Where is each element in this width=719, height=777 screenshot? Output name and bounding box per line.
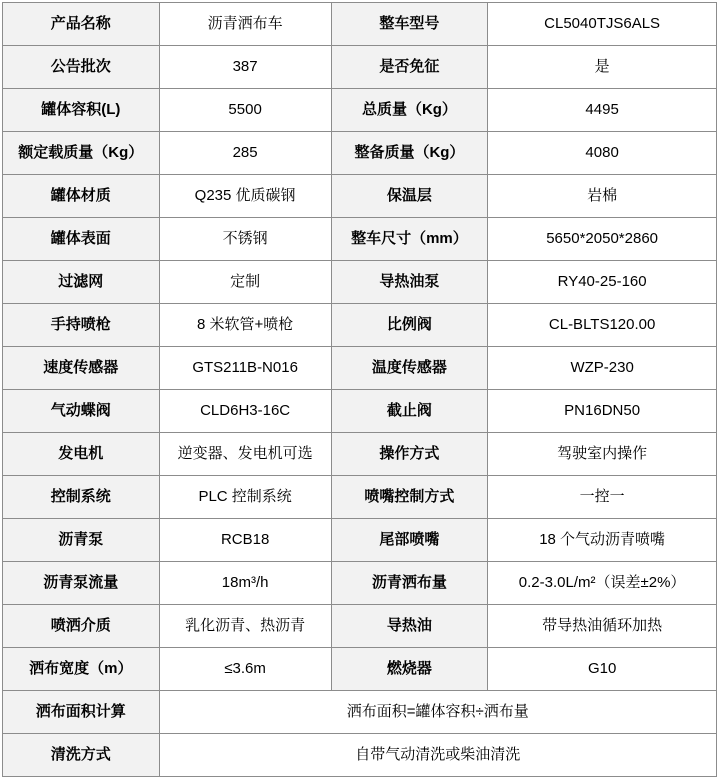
spec-label-cell: 速度传感器: [3, 347, 160, 390]
spec-value-cell: 5500: [159, 89, 331, 132]
spec-label-cell: 气动蝶阀: [3, 390, 160, 433]
spec-label-cell: 产品名称: [3, 3, 160, 46]
spec-value-cell: 是: [488, 46, 717, 89]
spec-value-cell: 5650*2050*2860: [488, 218, 717, 261]
spec-label-cell: 额定载质量（Kg）: [3, 132, 160, 175]
spec-value-cell: RCB18: [159, 519, 331, 562]
table-row: [3, 476, 717, 519]
table-row: [3, 89, 717, 132]
spec-label-cell: 清洗方式: [3, 734, 160, 777]
spec-label-cell: 燃烧器: [331, 648, 488, 691]
spec-value-cell: 0.2-3.0L/m²（误差±2%）: [488, 562, 717, 605]
spec-label-cell: 整车型号: [331, 3, 488, 46]
spec-label-cell: 控制系统: [3, 476, 160, 519]
spec-value-cell: 沥青洒布车: [159, 3, 331, 46]
table-row: [3, 132, 717, 175]
spec-value-cell: 定制: [159, 261, 331, 304]
spec-value-cell: 18 个气动沥青喷嘴: [488, 519, 717, 562]
spec-value-cell: 18m³/h: [159, 562, 331, 605]
spec-value-cell: ≤3.6m: [159, 648, 331, 691]
spec-label-cell: 沥青洒布量: [331, 562, 488, 605]
table-row: [3, 3, 717, 46]
spec-value-cell: 洒布面积=罐体容积÷洒布量: [159, 691, 716, 734]
spec-label-cell: 整备质量（Kg）: [331, 132, 488, 175]
spec-label-cell: 比例阀: [331, 304, 488, 347]
spec-label-cell: 罐体材质: [3, 175, 160, 218]
table-row: [3, 218, 717, 261]
table-row: [3, 304, 717, 347]
table-row: [3, 347, 717, 390]
spec-value-cell: 逆变器、发电机可选: [159, 433, 331, 476]
table-row: [3, 605, 717, 648]
spec-label-cell: 过滤网: [3, 261, 160, 304]
table-row: [3, 433, 717, 476]
spec-label-cell: 沥青泵: [3, 519, 160, 562]
spec-value-cell: 自带气动清洗或柴油清洗: [159, 734, 716, 777]
spec-label-cell: 喷洒介质: [3, 605, 160, 648]
spec-label-cell: 发电机: [3, 433, 160, 476]
table-row: [3, 390, 717, 433]
spec-label-cell: 截止阀: [331, 390, 488, 433]
spec-label-cell: 洒布面积计算: [3, 691, 160, 734]
spec-label-cell: 喷嘴控制方式: [331, 476, 488, 519]
spec-label-cell: 温度传感器: [331, 347, 488, 390]
spec-value-cell: G10: [488, 648, 717, 691]
spec-label-cell: 导热油泵: [331, 261, 488, 304]
spec-label-cell: 罐体容积(L): [3, 89, 160, 132]
spec-value-cell: 285: [159, 132, 331, 175]
spec-label-cell: 导热油: [331, 605, 488, 648]
table-row: [3, 46, 717, 89]
table-row: [3, 691, 717, 734]
spec-value-cell: Q235 优质碳钢: [159, 175, 331, 218]
spec-value-cell: 4495: [488, 89, 717, 132]
table-row: [3, 734, 717, 777]
spec-label-cell: 沥青泵流量: [3, 562, 160, 605]
spec-value-cell: 驾驶室内操作: [488, 433, 717, 476]
spec-label-cell: 手持喷枪: [3, 304, 160, 347]
spec-value-cell: 岩棉: [488, 175, 717, 218]
spec-label-cell: 公告批次: [3, 46, 160, 89]
table-row: [3, 519, 717, 562]
spec-value-cell: WZP-230: [488, 347, 717, 390]
spec-value-cell: GTS211B-N016: [159, 347, 331, 390]
spec-value-cell: CL5040TJS6ALS: [488, 3, 717, 46]
spec-value-cell: CL-BLTS120.00: [488, 304, 717, 347]
table-row: [3, 648, 717, 691]
spec-label-cell: 操作方式: [331, 433, 488, 476]
spec-label-cell: 总质量（Kg）: [331, 89, 488, 132]
spec-label-cell: 尾部喷嘴: [331, 519, 488, 562]
spec-label-cell: 洒布宽度（m）: [3, 648, 160, 691]
spec-table-body: [3, 3, 717, 777]
spec-value-cell: PN16DN50: [488, 390, 717, 433]
table-row: [3, 175, 717, 218]
table-row: [3, 562, 717, 605]
spec-label-cell: 整车尺寸（mm）: [331, 218, 488, 261]
spec-value-cell: RY40-25-160: [488, 261, 717, 304]
spec-value-cell: 带导热油循环加热: [488, 605, 717, 648]
spec-value-cell: PLC 控制系统: [159, 476, 331, 519]
spec-value-cell: 387: [159, 46, 331, 89]
spec-value-cell: 不锈钢: [159, 218, 331, 261]
spec-value-cell: 乳化沥青、热沥青: [159, 605, 331, 648]
spec-value-cell: 一控一: [488, 476, 717, 519]
vehicle-spec-table: [2, 2, 717, 777]
spec-value-cell: 4080: [488, 132, 717, 175]
spec-label-cell: 保温层: [331, 175, 488, 218]
table-row: [3, 261, 717, 304]
spec-value-cell: 8 米软管+喷枪: [159, 304, 331, 347]
spec-value-cell: CLD6H3-16C: [159, 390, 331, 433]
spec-label-cell: 是否免征: [331, 46, 488, 89]
spec-label-cell: 罐体表面: [3, 218, 160, 261]
